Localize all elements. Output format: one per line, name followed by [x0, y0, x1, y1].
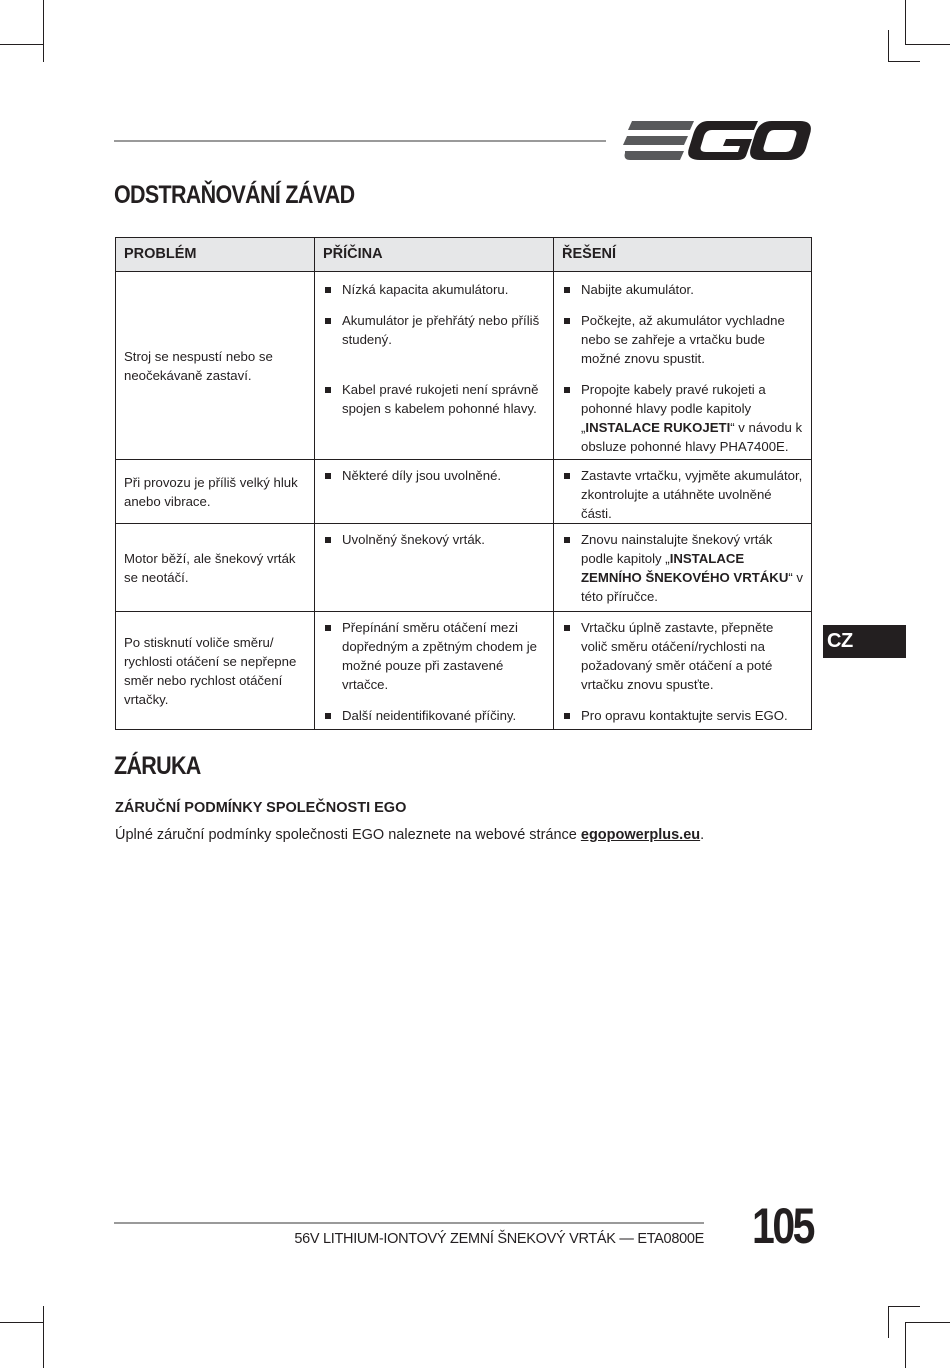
- column-header-cause: PŘÍČINA: [315, 238, 554, 272]
- problem-text: Motor běží, ale šnekový vrták se neotáčí.: [124, 550, 296, 585]
- solution-cell: [554, 272, 812, 460]
- chapter-reference: INSTALACE RUKOJETI: [585, 420, 731, 435]
- crop-mark: [43, 1306, 44, 1368]
- list-item: Uvolněný šnekový vrták.: [324, 530, 545, 549]
- crop-mark: [43, 0, 44, 62]
- crop-mark: [905, 44, 950, 45]
- warranty-subtitle: ZÁRUČNÍ PODMÍNKY SPOLEČNOSTI EGO: [115, 800, 407, 816]
- ego-logo: [622, 118, 812, 164]
- cause-cell: [315, 612, 554, 730]
- table-row: [116, 460, 812, 524]
- solution-cell: [554, 460, 812, 524]
- crop-mark: [905, 0, 906, 44]
- table-row: [116, 272, 812, 460]
- crop-mark: [905, 1322, 950, 1323]
- list-item: Propojte kabely pravé rukojeti a pohonné hlavy podle kapitoly „INSTALACE RUKOJETI“ v návodu k obsluze pohonné hlavy PHA7400E.: [563, 380, 803, 458]
- warranty-title: ZÁRUKA: [114, 752, 201, 780]
- list-item: Přepínání směru otáčení mezi dopředným a zpětným chodem je možné pouze při zastavené vrtačce.: [324, 618, 545, 706]
- table-row: [116, 612, 812, 730]
- list-item: Zastavte vrtačku, vyjměte akumulátor, zkontrolujte a utáhněte uvolněné části.: [563, 466, 803, 523]
- language-tab: CZ: [823, 625, 906, 658]
- warranty-text: Úplné záruční podmínky společnosti EGO naleznete na webové stránce egopowerplus.eu.: [115, 827, 705, 843]
- crop-mark: [888, 30, 889, 62]
- page-title: ODSTRAŇOVÁNÍ ZÁVAD: [114, 181, 355, 209]
- list-item: Vrtačku úplně zastavte, přepněte volič směru otáčení/rychlosti na požadovaný směr otáčení a poté vrtačku znovu spusťte.: [563, 618, 803, 706]
- list-item: Některé díly jsou uvolněné.: [324, 466, 545, 485]
- list-item: Kabel pravé rukojeti není správně spojen s kabelem pohonné hlavy.: [324, 380, 545, 458]
- crop-mark: [888, 1306, 920, 1307]
- chapter-reference: INSTALACE ZEMNÍHO ŠNEKOVÉHO VRTÁKU: [581, 551, 789, 585]
- list-item: Nabijte akumulátor.: [563, 280, 803, 311]
- cause-cell: [315, 272, 554, 460]
- crop-mark: [905, 1322, 906, 1368]
- cause-cell: [315, 524, 554, 612]
- problem-cell: [116, 524, 315, 612]
- list-item: Počkejte, až akumulátor vychladne nebo se zahřeje a vrtačku bude možné znovu spustit.: [563, 311, 803, 380]
- column-header-problem: PROBLÉM: [116, 238, 315, 272]
- list-item: Nízká kapacita akumulátoru.: [324, 280, 545, 311]
- footer-title: 56V LITHIUM-IONTOVÝ ZEMNÍ ŠNEKOVÝ VRTÁK — ETA0800E: [294, 1231, 704, 1247]
- problem-text: Při provozu je příliš velký hluk anebo vibrace.: [124, 474, 298, 509]
- crop-mark: [888, 61, 920, 62]
- problem-text: Po stisknutí voliče směru/ rychlosti otáčení se nepřepne směr nebo rychlost otáčení vrtačky.: [124, 634, 297, 707]
- warranty-link[interactable]: egopowerplus.eu: [580, 827, 701, 843]
- crop-mark: [0, 1322, 44, 1323]
- problem-cell: [116, 612, 315, 730]
- list-item: Znovu nainstalujte šnekový vrták podle kapitoly „INSTALACE ZEMNÍHO ŠNEKOVÉHO VRTÁKU“ v této příručce.: [563, 530, 803, 606]
- header-rule: [114, 140, 606, 142]
- crop-mark: [0, 44, 44, 45]
- problem-cell: [116, 272, 315, 460]
- list-item: Pro opravu kontaktujte servis EGO.: [563, 706, 803, 725]
- crop-mark: [888, 1306, 889, 1338]
- troubleshooting-table: [115, 237, 812, 730]
- cause-cell: [315, 460, 554, 524]
- solution-cell: [554, 612, 812, 730]
- problem-text: Stroj se nespustí nebo se neočekávaně zastaví.: [124, 348, 273, 383]
- table-header-row: [116, 238, 812, 272]
- list-item: Akumulátor je přehřátý nebo příliš studený.: [324, 311, 545, 380]
- page-number: 105: [752, 1198, 814, 1254]
- footer-rule: [114, 1222, 704, 1224]
- solution-cell: [554, 524, 812, 612]
- table-row: [116, 524, 812, 612]
- problem-cell: [116, 460, 315, 524]
- column-header-solution: ŘEŠENÍ: [554, 238, 812, 272]
- list-item: Další neidentifikované příčiny.: [324, 706, 545, 725]
